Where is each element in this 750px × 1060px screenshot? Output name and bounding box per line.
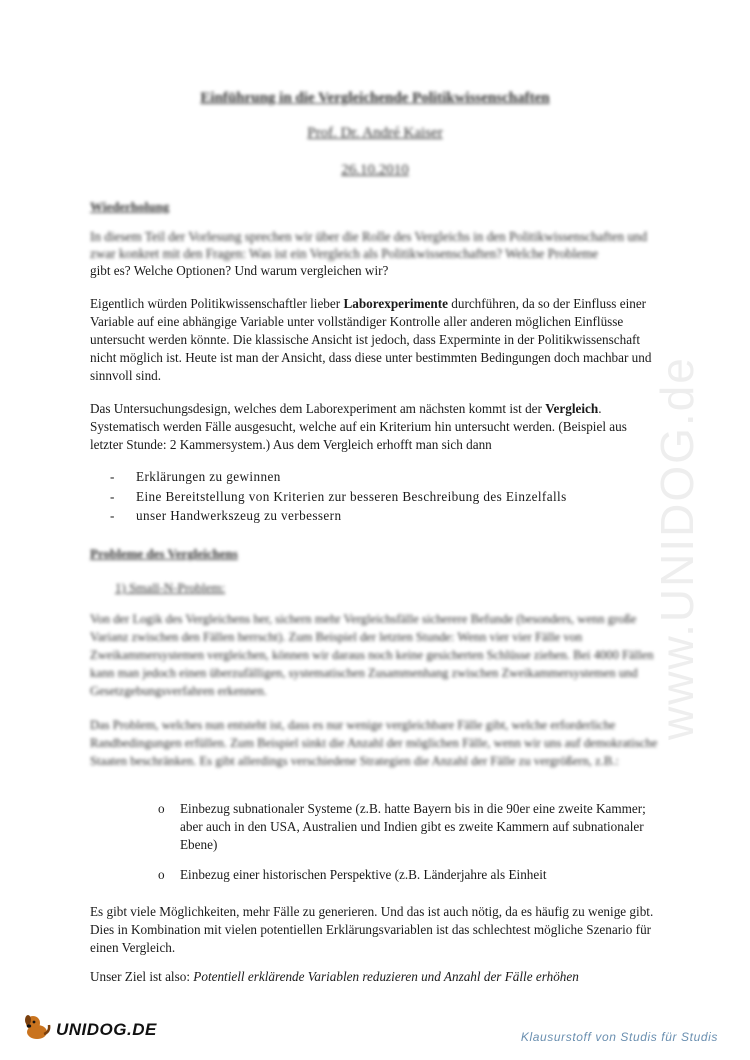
- heading-review: Wiederholung: [90, 199, 170, 214]
- p3-text-after: . Systematisch werden Fälle ausgesucht, welche auf ein Kriterium hin untersucht werden. (Beispiel aus letzter Stunde: 2 Kammersystem.) Aus dem Vergleich erhofft man sich dann: [90, 401, 627, 452]
- p2-text-before: Eigentlich würden Politikwissenschaftler lieber: [90, 296, 344, 311]
- watermark: www.UNIDOG.de: [651, 356, 703, 740]
- dog-mascot-icon: [22, 1012, 52, 1047]
- p3-text-before: Das Untersuchungsdesign, welches dem Laborexperiment am nächsten kommt ist der: [90, 401, 546, 416]
- intro-visible-text: gibt es? Welche Optionen? Und warum vergleichen wir?: [90, 263, 389, 278]
- document-date: 26.10.2010: [341, 162, 409, 178]
- paragraph-vergleich: [90, 400, 660, 454]
- logo-text: UNIDOG.DE: [56, 1019, 157, 1039]
- p3-bold-term: Vergleich: [545, 401, 599, 416]
- list-item: o Einbezug einer historischen Perspektive (z.B. Länderjahre als Einheit: [158, 866, 658, 884]
- list-item: - Eine Bereitstellung von Kriterien zur besseren Beschreibung des Einzelfalls: [110, 487, 670, 507]
- strategy-list: [158, 800, 658, 884]
- p2-text-after: durchführen, da so der Einfluss einer Variable auf eine abhängige Variable unter vollständiger Kontrolle aller anderen möglichen Einflüsse untersucht werden könnte. Die klassische Ansicht ist jedoch, dass Experminte in der Politikwissenschaft nicht möglich ist. Heute ist man der Ansicht, dass diese unter bestimmten Bedingungen doch machbar und sinnvoll sind.: [90, 296, 652, 383]
- list-item: - unser Handwerkszeug zu verbessern: [110, 506, 670, 526]
- p7-italic-goal: Potentiell erklärende Variablen reduzieren und Anzahl der Fälle erhöhen: [193, 969, 579, 984]
- paragraph-small-n: Von der Logik des Vergleichens her, sichern mehr Vergleichsfälle sicherere Befunde (besonders, wenn große Varianz zwischen den Fällen herrscht). Zum Beispiel der letzten Stunde: Wenn vier vier Fälle von Zweikammersystemen vergleichen, können wir daraus noch keine gesicherten Schlüsse ziehen. Bei 4000 Fällen kann man jedoch einen überzufälligen, systematischen Zusammenhang zwischen Zweikammersystemen und Gesetzgebungsverfahren erkennen.: [90, 612, 654, 698]
- p7-text-before: Unser Ziel ist also:: [90, 969, 194, 984]
- document-title: Einführung in die Vergleichende Politikwissenschaften: [200, 90, 550, 106]
- paragraph-ziel: [90, 968, 660, 986]
- paragraph-problem: Das Problem, welches nun entsteht ist, dass es nur wenige vergleichbare Fälle gibt, welche erforderliche Randbedingungen erfüllen. Zum Beispiel sinkt die Anzahl der möglichen Fälle, wenn wir uns auf demokratische Staaten beschränken. Es gibt allerdings verschiedene Strategien die Anzahl der Fälle zu vergrößern, z.B.:: [90, 718, 658, 768]
- document-author: Prof. Dr. André Kaiser: [307, 125, 443, 141]
- intro-blurred-text: In diesem Teil der Vorlesung sprechen wir über die Rolle des Vergleichs in den Politikwissenschaften und zwar konkret mit den Fragen: Was ist ein Vergleich als Politikwissenschaften? Welche Probleme: [90, 229, 648, 261]
- subheading-small-n: 1) Small-N-Problem:: [115, 580, 226, 595]
- list-item: o Einbezug subnationaler Systeme (z.B. hatte Bayern bis in die 90er eine zweite Kammer; aber auch in den USA, Australien und Indien gibt es zweite Kammern auf subnationaler Ebene): [158, 800, 658, 854]
- heading-problems: Probleme des Vergleichens: [90, 546, 238, 561]
- unidog-logo: [22, 1012, 157, 1047]
- list-item: - Erklärungen zu gewinnen: [110, 467, 670, 487]
- bullet-list: [110, 467, 670, 526]
- p2-bold-term: Laborexperimente: [343, 296, 448, 311]
- paragraph-laborexperimente: [90, 295, 660, 385]
- footer-slogan: Klausurstoff von Studis für Studis: [520, 1030, 718, 1044]
- intro-paragraph: [90, 228, 660, 280]
- paragraph-moeglichkeiten: Es gibt viele Möglichkeiten, mehr Fälle zu generieren. Und das ist auch nötig, da es häufig zu wenige gibt. Dies in Kombination mit vielen potentiellen Erklärungsvariablen ist das schlechtest mögliche Szenario für einen Vergleich.: [90, 904, 654, 955]
